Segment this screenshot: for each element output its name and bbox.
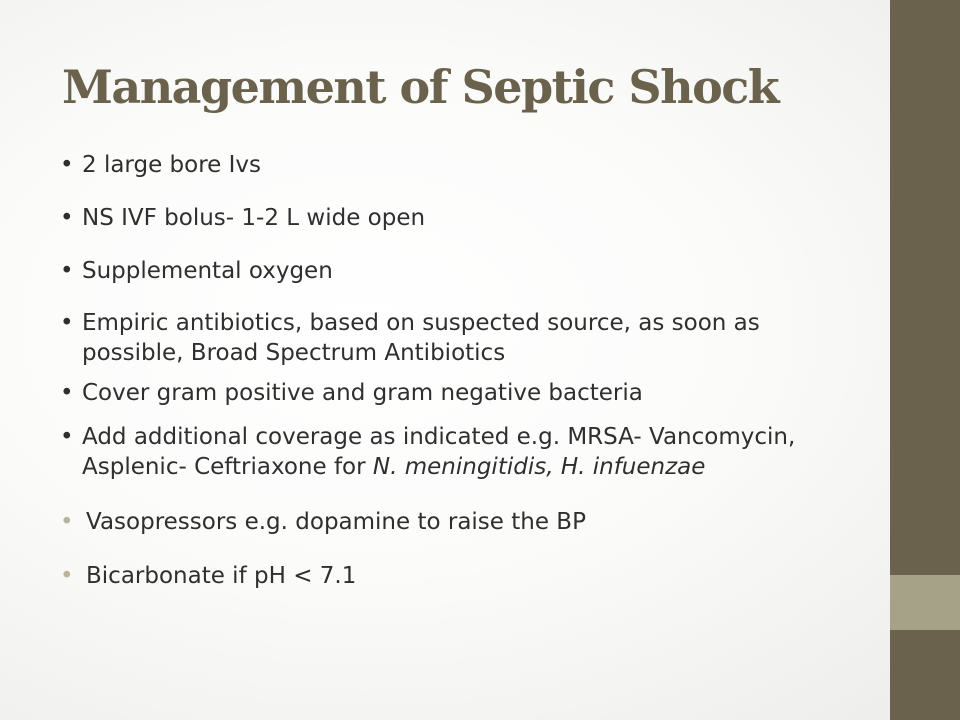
- bullet-text: Supplemental oxygen: [82, 258, 333, 284]
- bullet-item: [60, 203, 830, 233]
- bullet-text: 2 large bore Ivs: [82, 152, 262, 178]
- bullet-item: [60, 507, 830, 537]
- sidebar-band: [890, 0, 960, 720]
- bullet-marker: •: [60, 205, 74, 231]
- bullet-marker: •: [60, 424, 74, 450]
- bullet-marker: •: [60, 380, 74, 406]
- bullet-item: [60, 150, 830, 180]
- bullet-marker: •: [60, 509, 74, 535]
- bullet-item: [60, 561, 830, 591]
- bullet-marker: •: [60, 152, 74, 178]
- bullet-item: [60, 422, 830, 482]
- bullet-marker: •: [60, 258, 74, 284]
- bullet-item: [60, 378, 830, 408]
- bullet-marker: •: [60, 310, 74, 336]
- bullet-marker: •: [60, 563, 74, 589]
- sidebar-accent-block: [890, 575, 960, 630]
- slide-title: Management of Septic Shock: [62, 60, 779, 114]
- bullet-text: Cover gram positive and gram negative bacteria: [82, 380, 643, 406]
- bullet-item: [60, 308, 830, 368]
- bullet-text-italic: N. meningitidis, H. infuenzae: [372, 454, 706, 480]
- bullet-text: Bicarbonate if pH < 7.1: [86, 563, 357, 589]
- bullet-text-plain: Add additional coverage as indicated e.g. MRSA- Vancomycin, Asplenic- Ceftriaxone for: [82, 424, 796, 480]
- bullet-list: [60, 150, 830, 591]
- bullet-text: NS IVF bolus- 1-2 L wide open: [82, 205, 426, 231]
- bullet-text: Vasopressors e.g. dopamine to raise the BP: [86, 509, 586, 535]
- bullet-item: [60, 256, 830, 286]
- bullet-text: Empiric antibiotics, based on suspected source, as soon as possible, Broad Spectrum Antibiotics: [82, 310, 760, 366]
